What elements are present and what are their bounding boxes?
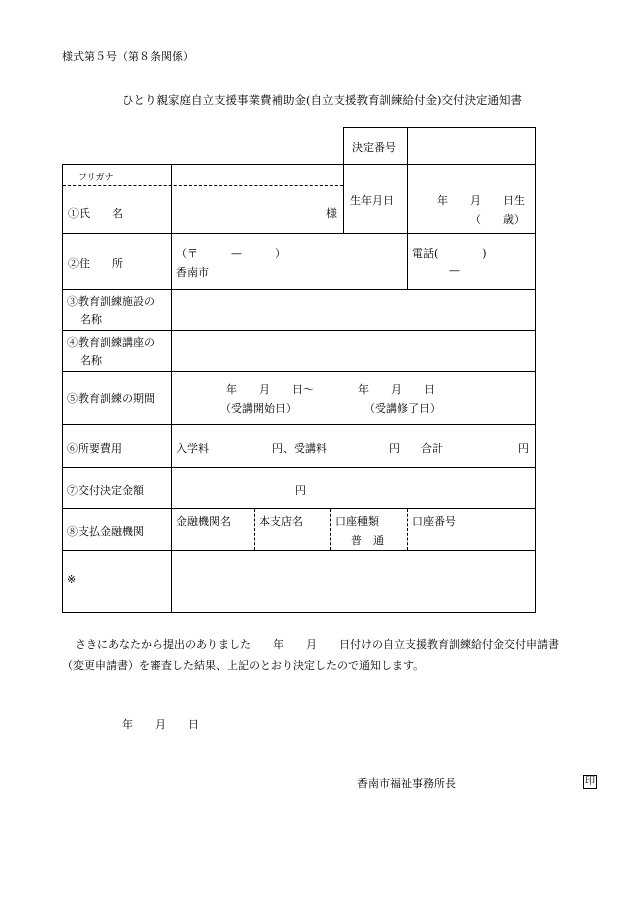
account-type-value: 普 通 bbox=[351, 534, 384, 547]
bank-label: ⑧支払金融機関 bbox=[67, 525, 144, 538]
account-number-label: 口座番号 bbox=[412, 515, 456, 528]
cost-total-label: 合計 bbox=[421, 442, 443, 455]
city-name: 香南市 bbox=[176, 266, 209, 279]
decision-number-value[interactable] bbox=[412, 131, 530, 159]
issuer-name: 香南市福祉事務所長 bbox=[357, 777, 456, 790]
period-start: （受講開始日） bbox=[220, 402, 297, 415]
birth-value: 年 月 日生 bbox=[437, 194, 525, 207]
decision-number-label: 決定番号 bbox=[352, 141, 396, 154]
cost-tuition-yen: 円 bbox=[389, 442, 400, 455]
sama-suffix: 様 bbox=[326, 207, 337, 220]
issue-date: 年 月 日 bbox=[122, 718, 199, 731]
age-value: （ 歳） bbox=[470, 213, 525, 226]
birth-label: 生年月日 bbox=[350, 194, 394, 207]
cost-admission: 入学料 bbox=[176, 442, 209, 455]
course-field[interactable] bbox=[175, 333, 531, 369]
phone-dash: — bbox=[449, 264, 460, 277]
period-end: （受講修了日） bbox=[364, 402, 441, 415]
phone-label: 電話( ) bbox=[412, 247, 487, 260]
name-field[interactable] bbox=[175, 190, 320, 230]
note-mark: ※ bbox=[67, 573, 77, 586]
address-label: ②住 所 bbox=[68, 257, 123, 270]
cost-total-yen: 円 bbox=[518, 442, 529, 455]
seal-mark: 印 bbox=[585, 776, 595, 787]
postal-code: （〒 — ） bbox=[176, 247, 286, 260]
account-type-label: 口座種類 bbox=[335, 515, 379, 528]
form-number: 様式第５号（第８条関係） bbox=[62, 50, 194, 63]
grant-yen: 円 bbox=[295, 484, 306, 497]
facility-field[interactable] bbox=[175, 292, 531, 328]
furigana-label: フリガナ bbox=[78, 173, 114, 183]
facility-label-1: ③教育訓練施設の bbox=[67, 295, 155, 308]
body-line-1: さきにあなたから提出のありました 年 月 日付けの自立支援教育訓練給付金交付申請書 bbox=[75, 638, 559, 651]
facility-label-2: 名称 bbox=[80, 313, 102, 326]
document-title: ひとり親家庭自立支援事業費補助金(自立支援教育訓練給付金)交付決定通知書 bbox=[122, 93, 522, 107]
bank-name-label: 金融機関名 bbox=[176, 515, 231, 528]
name-label: ①氏 名 bbox=[68, 207, 123, 220]
course-label-2: 名称 bbox=[80, 354, 102, 367]
grant-label: ⑦交付決定金額 bbox=[67, 484, 144, 497]
course-label-1: ④教育訓練講座の bbox=[67, 336, 155, 349]
cost-tuition: 円、受講料 bbox=[272, 442, 327, 455]
furigana-field[interactable] bbox=[175, 167, 340, 183]
period-dates: 年 月 日～ 年 月 日 bbox=[226, 383, 435, 396]
period-label: ⑤教育訓練の期間 bbox=[67, 392, 155, 405]
body-line-2: （変更申請書）を審査した結果、上記のとおり決定したので通知します。 bbox=[62, 659, 425, 672]
cost-label: ⑥所要費用 bbox=[67, 442, 122, 455]
note-field[interactable] bbox=[175, 553, 531, 609]
bank-branch-label: 本支店名 bbox=[259, 515, 303, 528]
